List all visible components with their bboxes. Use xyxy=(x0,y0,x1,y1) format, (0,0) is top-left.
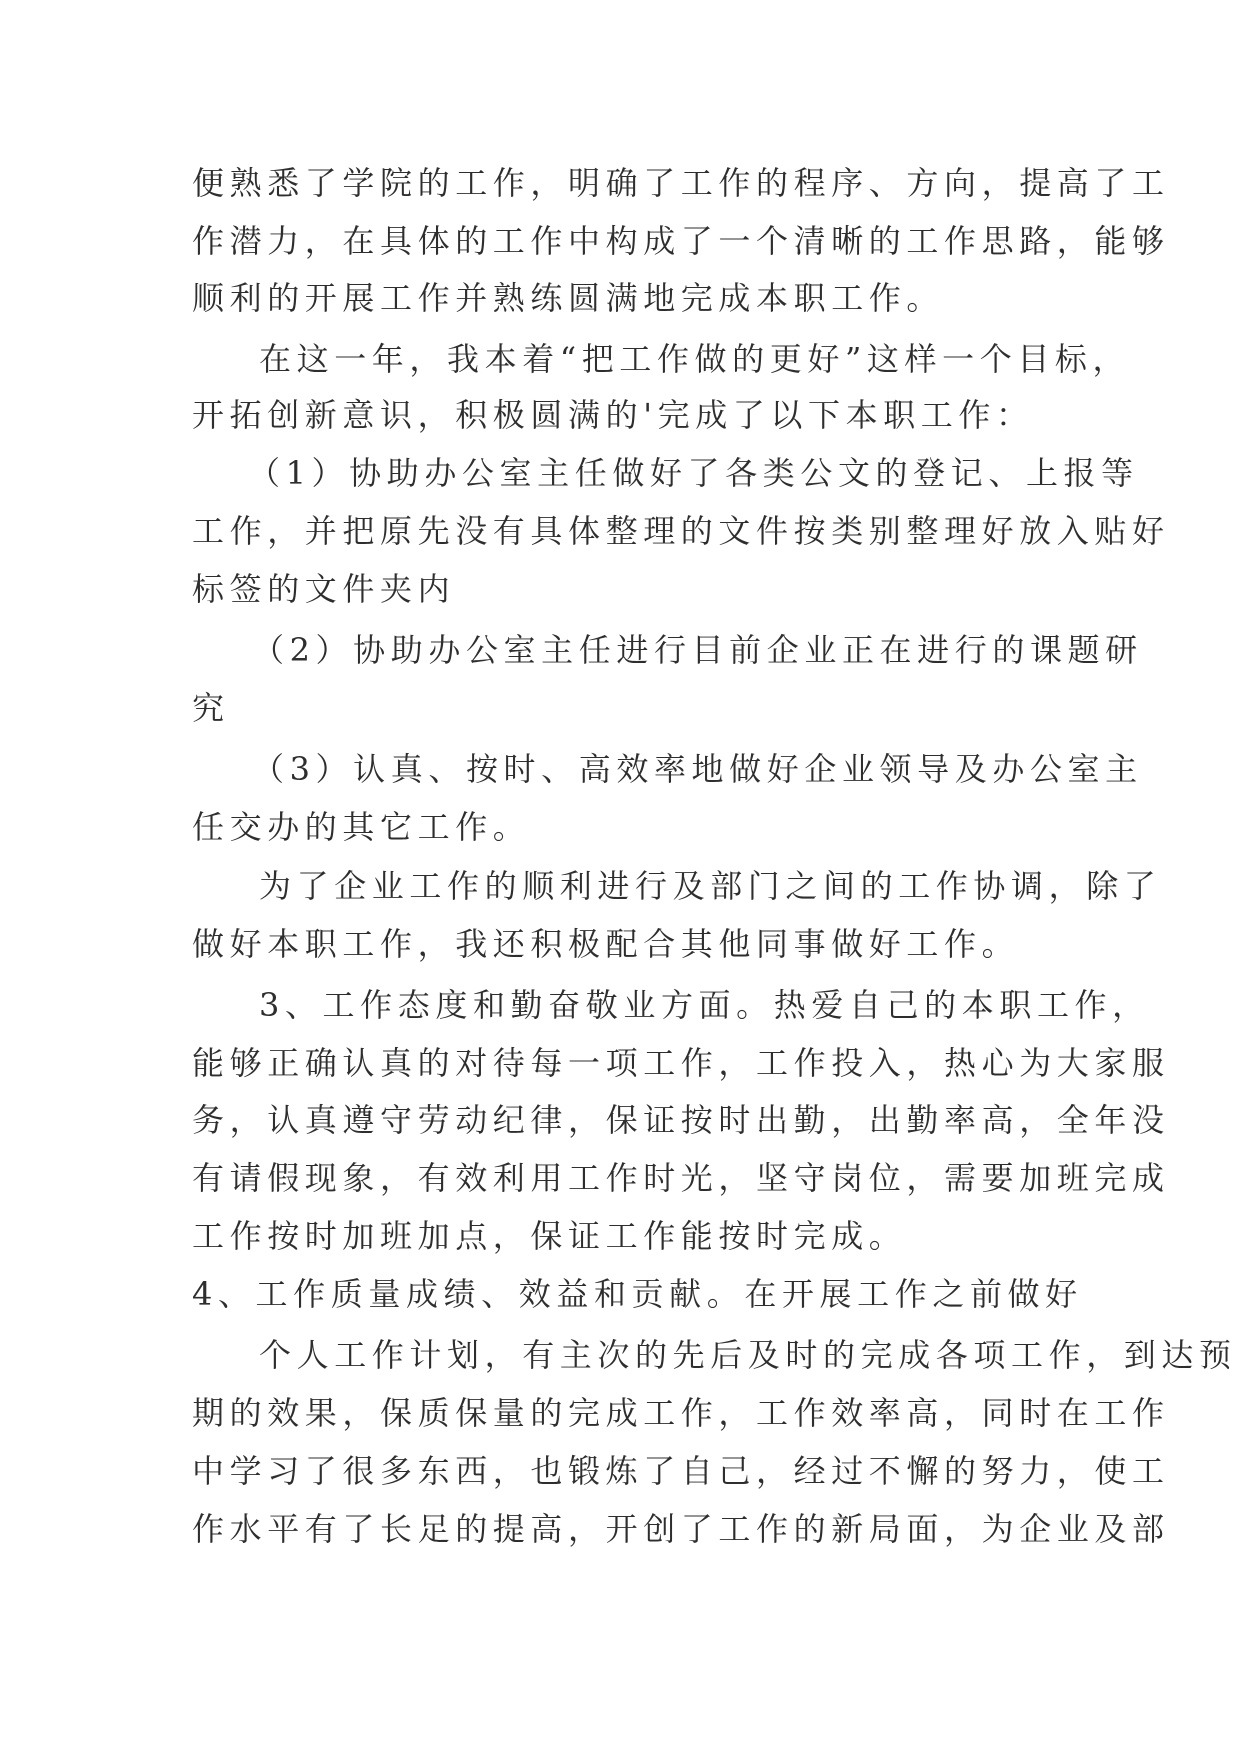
text-line: 作潜力，在具体的工作中构成了一个清晰的工作思路，能够 xyxy=(192,222,1170,260)
text-line: 有请假现象，有效利用工作时光，坚守岗位，需要加班完成 xyxy=(192,1159,1170,1197)
text-line xyxy=(0,1558,1241,1616)
text-line: 4、工作质量成绩、效益和贡献。在开展工作之前做好 xyxy=(192,1275,1083,1313)
text-line: 3、工作态度和勤奋敬业方面。热爱自己的本职工作， xyxy=(259,986,1150,1024)
text-line: 务，认真遵守劳动纪律，保证按时出勤，出勤率高，全年没 xyxy=(192,1101,1170,1139)
text-line: 为了企业工作的顺利进行及部门之间的工作协调，除了 xyxy=(259,867,1162,905)
text-line: 做好本职工作，我还积极配合其他同事做好工作。 xyxy=(192,925,1020,963)
text-line: （1）协助办公室主任做好了各类公文的登记、上报等 xyxy=(248,454,1139,492)
text-line: 开拓创新意识，积极圆满的'完成了以下本职工作： xyxy=(192,396,1034,434)
text-line: 在这一年，我本着“把工作做的更好”这样一个目标， xyxy=(259,340,1131,378)
text-line: 中学习了很多东西，也锻炼了自己，经过不懈的努力，使工 xyxy=(192,1452,1170,1490)
text-line: 工作，并把原先没有具体整理的文件按类别整理好放入贴好 xyxy=(192,512,1170,550)
text-line: 个人工作计划，有主次的先后及时的完成各项工作，到达预 xyxy=(259,1336,1237,1374)
text-line: 究 xyxy=(192,689,230,727)
text-line: 作水平有了长足的提高，开创了工作的新局面，为企业及部 xyxy=(192,1510,1170,1548)
text-line: （3）认真、按时、高效率地做好企业领导及办公室主 xyxy=(252,750,1143,788)
text-line: 能够正确认真的对待每一项工作，工作投入，热心为大家服 xyxy=(192,1044,1170,1082)
text-line: 任交办的其它工作。 xyxy=(192,808,531,846)
text-line: 顺利的开展工作并熟练圆满地完成本职工作。 xyxy=(192,279,945,317)
text-line: 期的效果，保质保量的完成工作，工作效率高，同时在工作 xyxy=(192,1394,1170,1432)
text-line: 标签的文件夹内 xyxy=(192,570,456,608)
text-line: （2）协助办公室主任进行目前企业正在进行的课题研 xyxy=(252,631,1143,669)
text-line: 工作按时加班加点，保证工作能按时完成。 xyxy=(192,1217,907,1255)
text-line: 便熟悉了学院的工作，明确了工作的程序、方向，提高了工 xyxy=(192,164,1170,202)
